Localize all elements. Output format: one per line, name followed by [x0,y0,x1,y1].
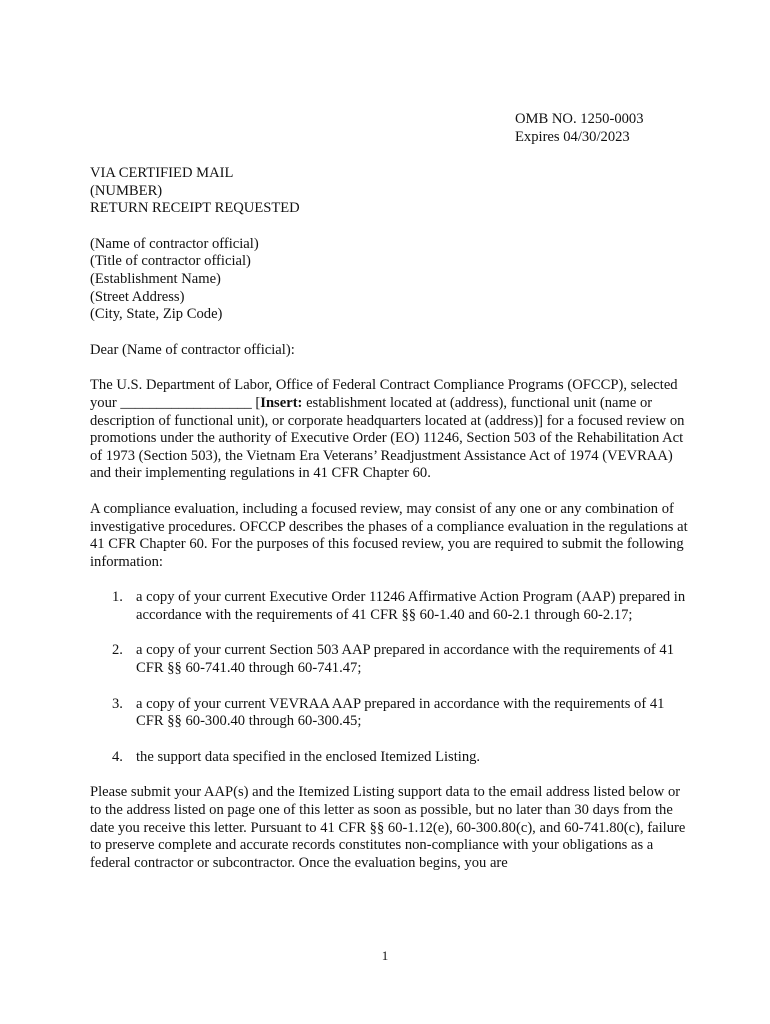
list-item-text: a copy of your current Executive Order 11246 Affirmative Action Program (AAP) prepared in accordance with the requirements of 41 CFR §§ 60-1.40 and 60-2.1 through 60-2.17; [136,589,686,623]
mailing-line: (NUMBER) [90,182,163,199]
insert-label: Insert: [260,394,303,411]
list-item-number: 2. [112,642,123,659]
mailing-block [90,165,690,218]
paragraph-compliance: A compliance evaluation, including a focused review, may consist of any one or any combination of investigative procedures. OFCCP describes the phases of a compliance evaluation in the regulations at 41 CFR Chapter 60. For the purposes of this focused review, you are required to submit the following information: [90,500,688,570]
salutation: Dear (Name of contractor official): [90,341,295,358]
list-item-text: the support data specified in the enclosed Itemized Listing. [136,748,481,765]
address-block [90,236,690,324]
list-item-text: a copy of your current VEVRAA AAP prepared in accordance with the requirements of 41 CFR §§ 60-300.40 through 60-300.45; [136,695,665,730]
omb-header [515,111,644,146]
list-item-number: 3. [112,695,123,712]
page-number: 1 [381,948,389,963]
list-item [90,589,690,624]
address-name: (Name of contractor official) [90,235,259,252]
mailing-line: VIA CERTIFIED MAIL [90,165,234,181]
address-title: (Title of contractor official) [90,253,251,270]
list-item-number: 1. [112,589,123,606]
requirements-list [90,589,690,766]
list-item [90,696,690,731]
paragraph-submission: Please submit your AAP(s) and the Itemized Listing support data to the email address listed below or to the address listed on page one of this letter as soon as possible, but no later than 30 days from the date you receive this letter. Pursuant to 41 CFR §§ 60-1.12(e), 60-300.80(c), and 60-741.80(c), failure to preserve complete and accurate records constitutes non-compliance with your obligations as a federal contractor or subcontractor. Once the evaluation begins, you are [90,784,686,871]
paragraph-intro-part2: [ [251,394,261,411]
address-establishment: (Establishment Name) [90,270,221,287]
list-item-text: a copy of your current Section 503 AAP prepared in accordance with the requirements of 41 CFR §§ 60-741.40 through 60-741.47; [136,642,675,677]
list-item [90,749,690,767]
mailing-line: RETURN RECEIPT REQUESTED [90,200,300,217]
list-item-number: 4. [112,748,123,765]
list-item [90,642,690,677]
paragraph-intro [90,377,690,483]
paragraph-intro-part1: The U.S. Department of Labor, Office of Federal Contract Compliance Programs (OFCCP), selected your [90,377,678,411]
paragraph-intro-part3: establishment located at (address), functional unit (name or description of functional unit), or corporate headquarters located at (address)] for a focused review on promotions under the authority of Executive Order (EO) 11246, Section 503 of the Rehabilitation Act of 1973 (Section 503), the Vietnam Era Veterans’ Readjustment Assistance Act of 1974 (VEVRAA) and their implementing regulations in 41 CFR Chapter 60. [90,394,685,482]
expiration-date: Expires 04/30/2023 [515,128,630,145]
blank-line: __________________ [120,394,252,411]
address-street: (Street Address) [90,288,185,305]
omb-number: OMB NO. 1250-0003 [515,111,644,127]
address-city: (City, State, Zip Code) [90,306,223,323]
letter-body [90,165,690,890]
